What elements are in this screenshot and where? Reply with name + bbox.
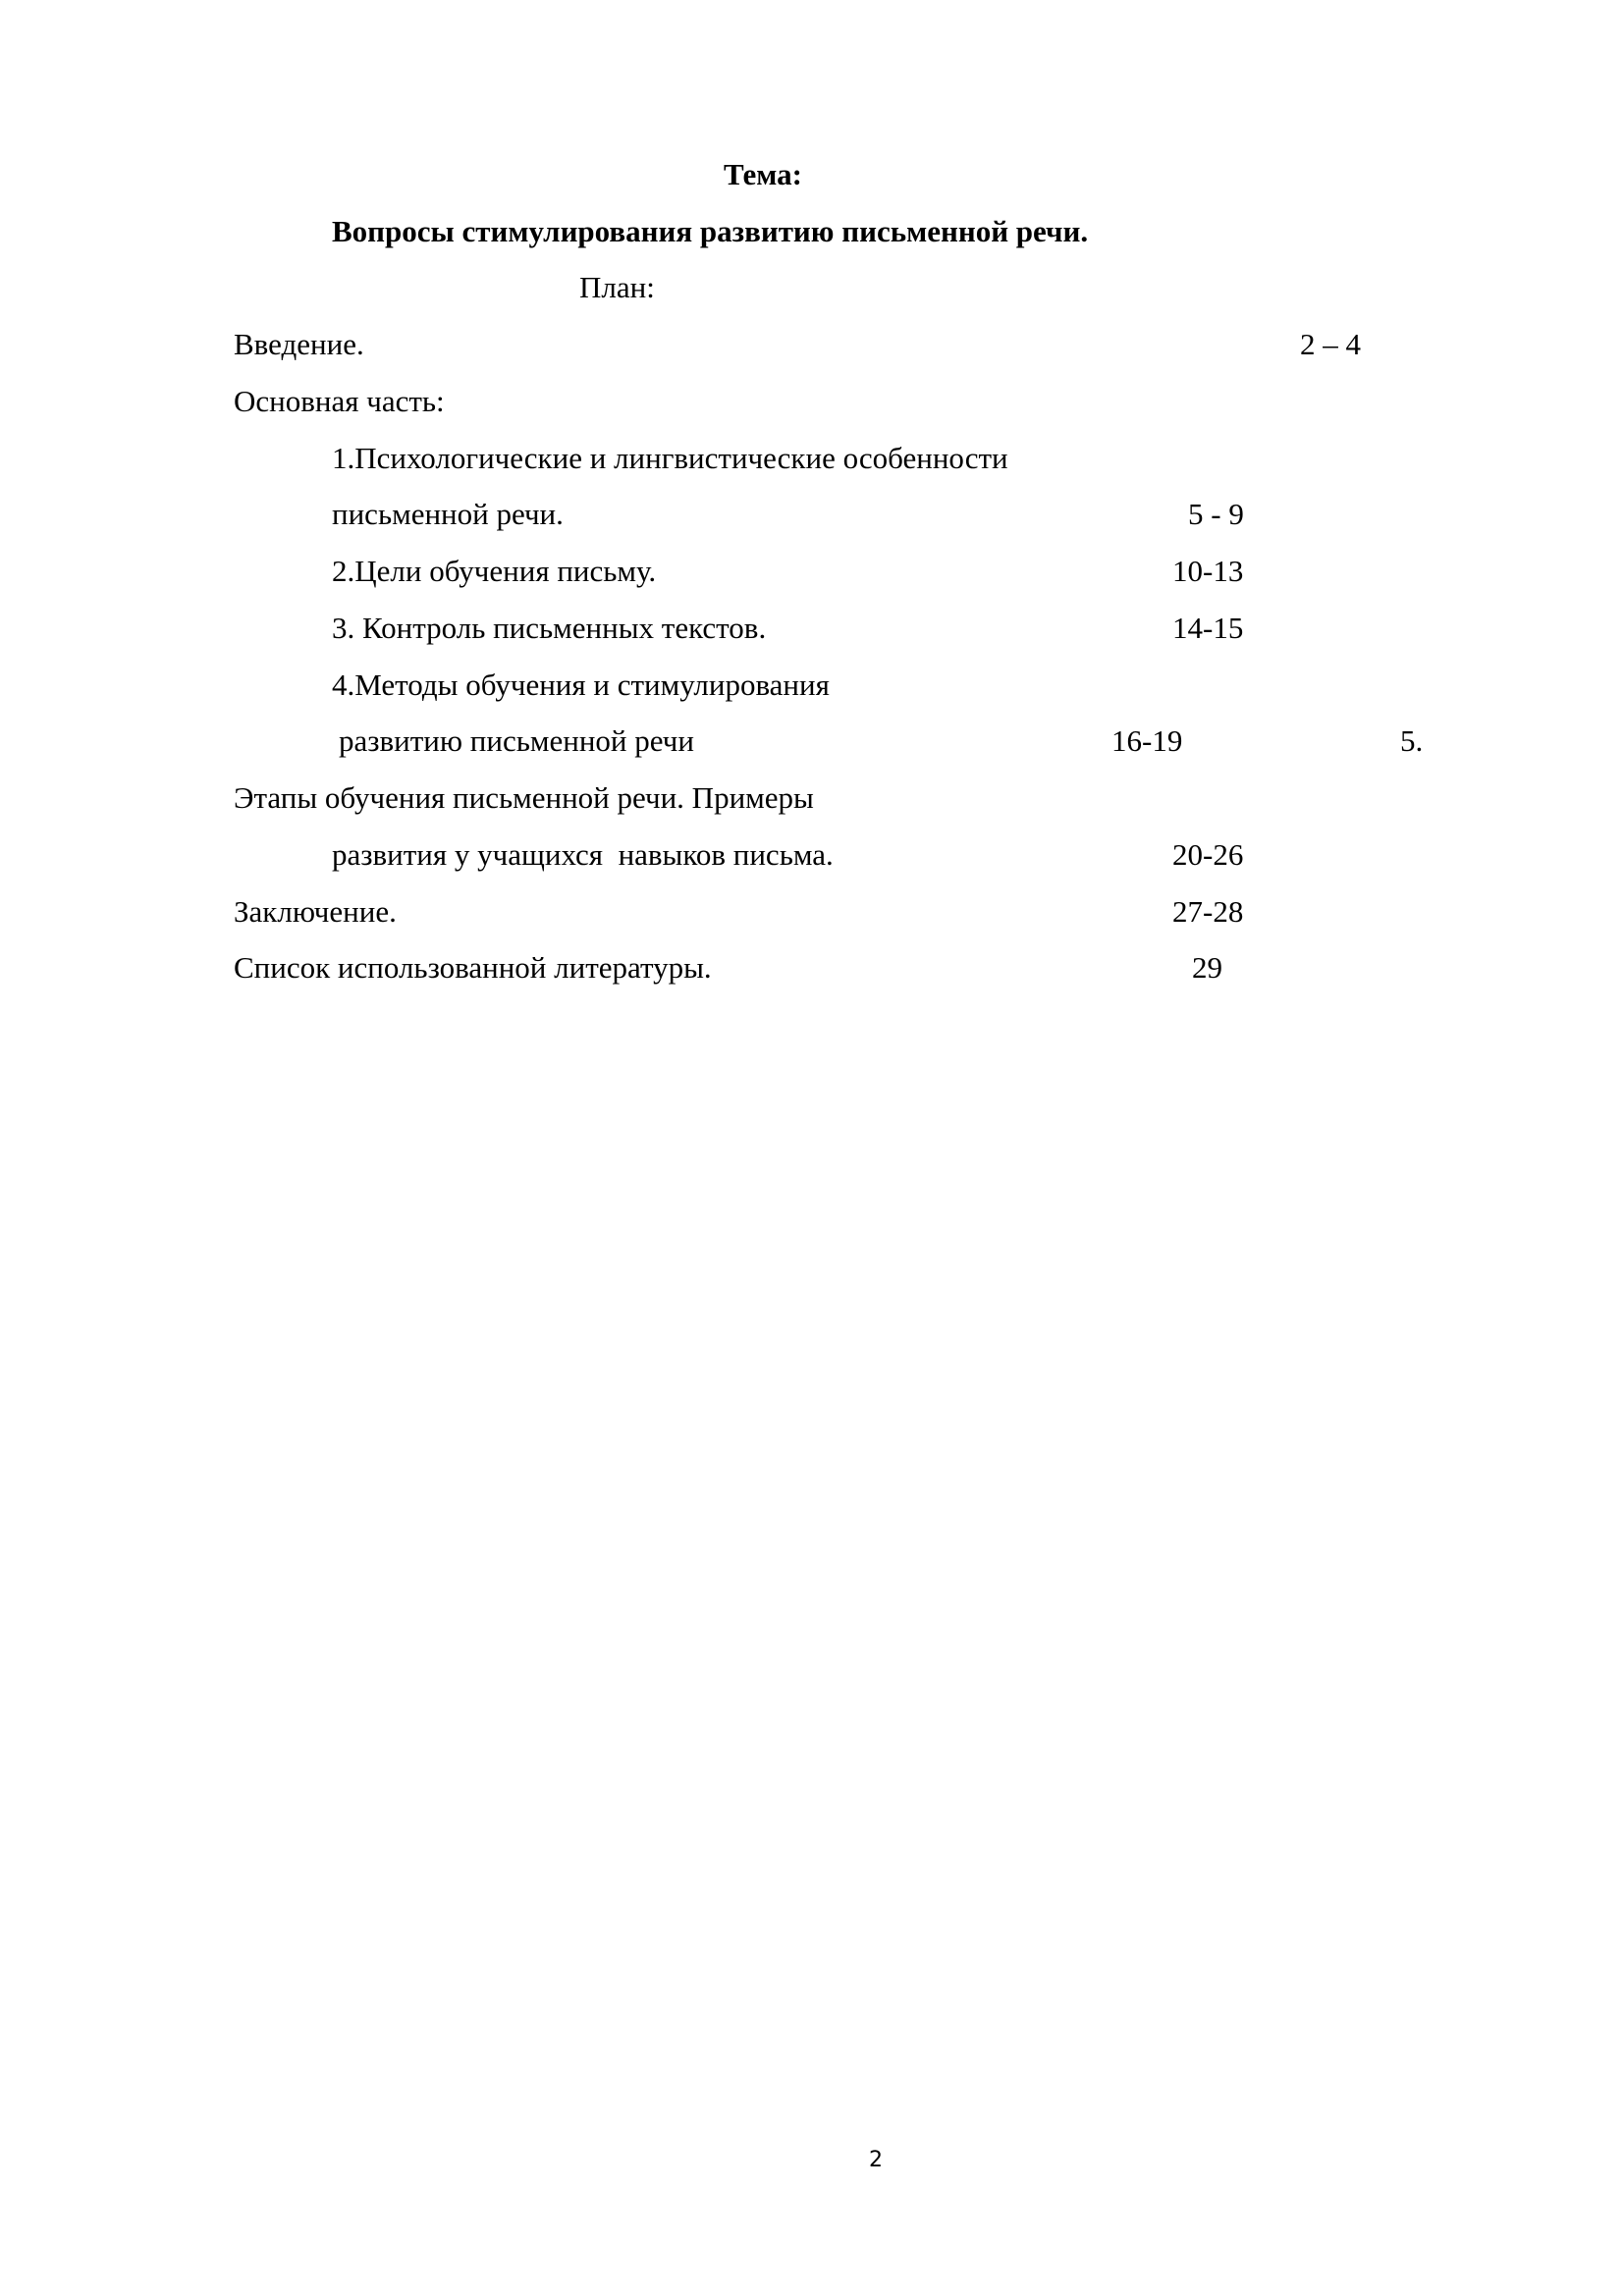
toc-entry-text: Основная часть: bbox=[234, 384, 445, 418]
toc-entry-trailing-number: 5. bbox=[1400, 723, 1424, 758]
toc-entry-text: 2.Цели обучения письму. bbox=[332, 554, 657, 588]
toc-entry-pages: 20-26 bbox=[1172, 837, 1244, 872]
toc-entry-text: Введение. bbox=[234, 327, 364, 361]
toc-entry-pages: 2 – 4 bbox=[1300, 327, 1361, 361]
toc-entry-text: развития у учащихся навыков письма. bbox=[332, 837, 834, 872]
topic-label: Тема: bbox=[724, 157, 802, 191]
plan-label: План: bbox=[579, 270, 655, 304]
page-number: 2 bbox=[869, 2148, 883, 2172]
toc-entry-pages: 29 bbox=[1192, 950, 1222, 985]
toc-entry-text: Список использованной литературы. bbox=[234, 950, 712, 985]
toc-entry-pages: 5 - 9 bbox=[1188, 497, 1244, 531]
toc-entry-text: 3. Контроль письменных текстов. bbox=[332, 611, 767, 645]
toc-entry-text: развитию письменной речи bbox=[339, 723, 694, 758]
toc-entry-text: Этапы обучения письменной речи. Примеры bbox=[234, 780, 814, 815]
toc-entry-pages: 27-28 bbox=[1172, 894, 1244, 929]
toc-entry-pages: 14-15 bbox=[1172, 611, 1244, 645]
toc-entry-text: 4.Методы обучения и стимулирования bbox=[332, 667, 830, 702]
toc-entry-text: Заключение. bbox=[234, 894, 397, 929]
toc-entry-pages: 16-19 bbox=[1111, 723, 1183, 758]
toc-entry-text: 1.Психологические и лингвистические особенности bbox=[332, 441, 1008, 475]
toc-entry-text: письменной речи. bbox=[332, 497, 564, 531]
topic-title: Вопросы стимулирования развитию письменной речи. bbox=[332, 214, 1089, 248]
toc-entry-pages: 10-13 bbox=[1172, 554, 1244, 588]
